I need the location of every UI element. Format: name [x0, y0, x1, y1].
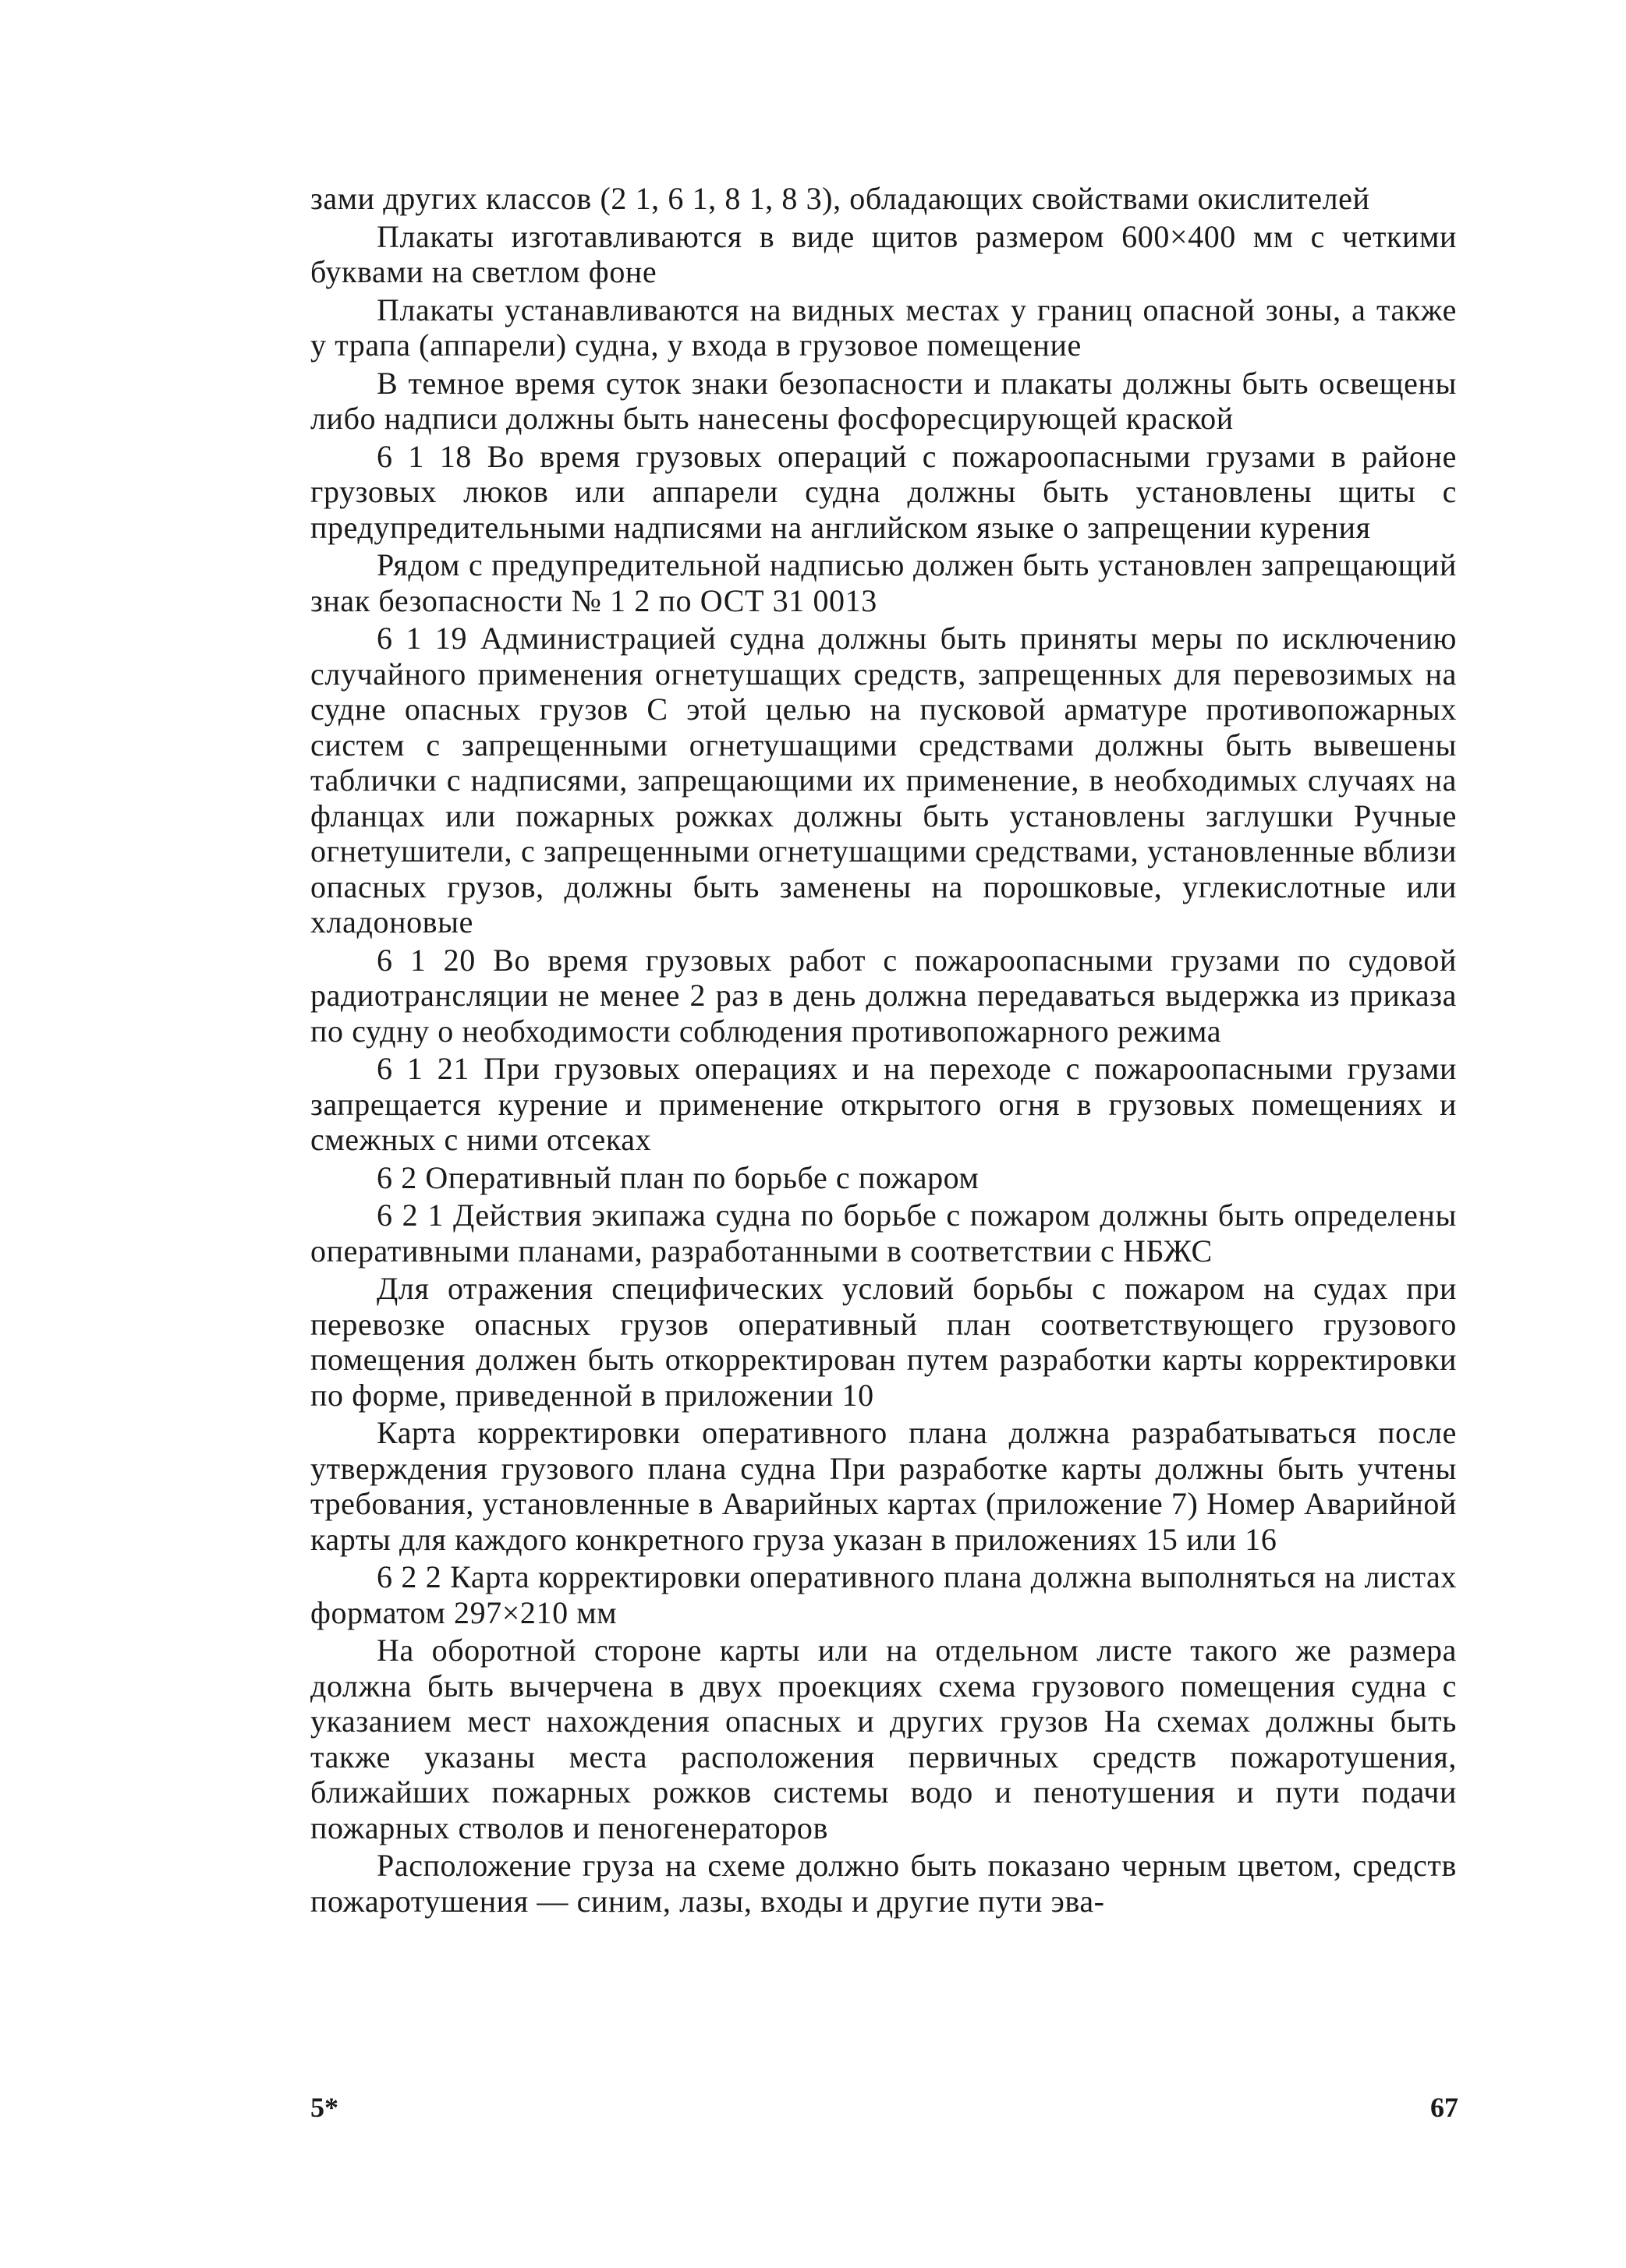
- section-heading-6-2: 6 2 Оперативный план по борьбе с пожаром: [377, 1159, 979, 1195]
- paragraph-6-1-21: 6 1 21 При грузовых операциях и на переходе с пожароопасными грузами запрещается курение и применение открытого огня в грузовых помещениях и смежных с ними отсеках: [310, 1051, 1457, 1157]
- paragraph-6-1-20: 6 1 20 Во время грузовых работ с пожароопасными грузами по судовой радиотрансляции не менее 2 раз в день должна передаваться выдержка из приказа по судну о необходимости соблюдения противопожарного режима: [310, 942, 1457, 1049]
- signature-mark: 5*: [310, 2092, 338, 2123]
- paragraph-6-1-19: 6 1 19 Администрацией судна должны быть приняты меры по исключению случайного применения огнетушащих средств, запрещенных для перевозимых на судне опасных грузов С этой целью на пусковой арматуре противопожарных систем с запрещенными огнетушащими средствами должны быть вывешены таблички с надписями, запрещающими их применение, в необходимых случаях на фланцах или пожарных рожках должны быть установлены заглушки Ручные огнетушители, с запрещенными огнетушащими средствами, установленные вблизи опасных грузов, должны быть заменены на порошковые, углекислотные или хладоновые: [310, 621, 1457, 939]
- paragraph-posters-size: Плакаты изготавливаются в виде щитов размером 600×400 мм с четкими буквами на светлом фоне: [310, 218, 1457, 289]
- paragraph-correction-card: Карта корректировки оперативного плана должна разрабатываться после утверждения грузового плана судна При разработке карты должны быть учтены требования, установленные в Аварийных картах (приложение 7) Номер Аварийной карты для каждого конкретного груза указан в приложениях 15 или 16: [310, 1415, 1457, 1557]
- paragraph-6-2-2: 6 2 2 Карта корректировки оперативного плана должна выполняться на листах форматом 297×210 мм: [310, 1559, 1457, 1630]
- page-number: 67: [1430, 2092, 1458, 2123]
- paragraph-prohibition-sign: Рядом с предупредительной надписью должен быть установлен запрещающий знак безопасности № 1 2 по ОСТ 31 0013: [310, 547, 1457, 618]
- paragraph-posters-placement: Плакаты устанавливаются на видных местах у границ опасной зоны, а также у трапа (аппарели) судна, у входа в грузовое помещение: [310, 292, 1457, 363]
- paragraph-night-lighting: В темное время суток знаки безопасности и плакаты должны быть освещены либо надписи должны быть нанесены фосфоресцирующей краской: [310, 365, 1457, 436]
- paragraph-reverse-side-scheme: На оборотной стороне карты или на отдельном листе такого же размера должна быть вычерчена в двух проекциях схема грузового помещения судна с указанием мест нахождения опасных и других грузов На схемах должны быть также указаны места расположения первичных средств пожаротушения, ближайших пожарных рожков системы водо и пенотушения и пути подачи пожарных стволов и пеногенераторов: [310, 1633, 1457, 1845]
- paragraph-color-coding: Расположение груза на схеме должно быть показано черным цветом, средств пожаротушения — синим, лазы, входы и другие пути эва-: [310, 1848, 1457, 1919]
- paragraph-specific-conditions: Для отражения специфических условий борьбы с пожаром на судах при перевозке опасных грузов оперативный план соответствующего грузового помещения должен быть откорректирован путем разработки карты корректировки по форме, приведенной в приложении 10: [310, 1271, 1457, 1413]
- paragraph-continuation: зами других классов (2 1, 6 1, 8 1, 8 3), обладающих свойствами окислителей: [310, 181, 1370, 216]
- paragraph-6-1-18: 6 1 18 Во время грузовых операций с пожароопасными грузами в районе грузовых люков или аппарели судна должны быть установлены щиты с предупредительными надписями на английском языке о запрещении курения: [310, 438, 1457, 545]
- document-body: [310, 181, 1457, 1921]
- paragraph-6-2-1: 6 2 1 Действия экипажа судна по борьбе с пожаром должны быть определены оперативными планами, разработанными в соответствии с НБЖС: [310, 1198, 1457, 1268]
